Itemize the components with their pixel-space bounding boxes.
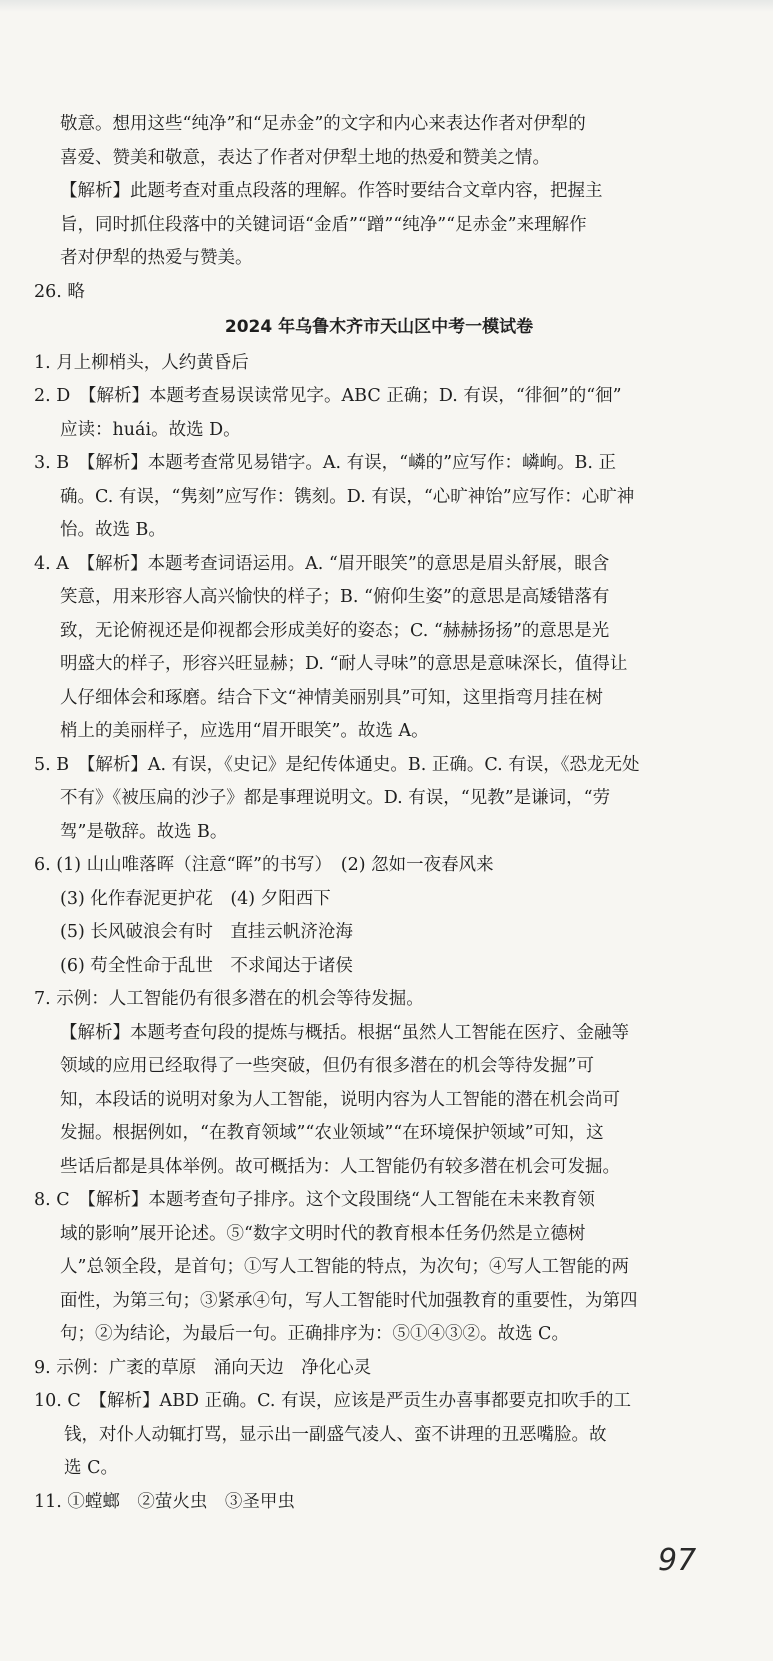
text-line: 8. C 【解析】本题考查句子排序。这个文段围绕“人工智能在未来教育领	[34, 1190, 595, 1210]
text-line: 明盛大的样子，形容兴旺显赫；D. “耐人寻味”的意思是意味深长，值得让	[60, 654, 628, 674]
text-line: 10. C 【解析】ABD 正确。C. 有误，应该是严贡生办喜事都要克扣吹手的工	[34, 1391, 632, 1411]
text-line: 致，无论俯视还是仰视都会形成美好的姿态；C. “赫赫扬扬”的意思是光	[60, 620, 610, 641]
text-line: 11. ①螳螂 ②萤火虫 ③圣甲虫	[34, 1491, 295, 1512]
text-line: 喜爱、赞美和敬意，表达了作者对伊犁土地的热爱和赞美之情。	[60, 147, 550, 168]
text-line: 5. B 【解析】A. 有误，《史记》是纪传体通史。B. 正确。C. 有误，《恐龙无处	[34, 754, 640, 775]
text-line: 确。C. 有误，“隽刻”应写作：镌刻。D. 有误，“心旷神饴”应写作：心旷神	[60, 486, 635, 507]
text-line: (5) 长风破浪会有时 直挂云帆济沧海	[60, 922, 353, 942]
text-line: 人仔细体会和琢磨。结合下文“神情美丽别具”可知，这里指弯月挂在树	[60, 687, 603, 708]
text-line: 4. A 【解析】本题考查词语运用。A. “眉开眼笑”的意思是眉头舒展，眼含	[34, 553, 610, 574]
text-line: 驾”是敬辞。故选 B。	[60, 821, 228, 842]
text-line: 句；②为结论，为最后一句。正确排序为：⑤①④③②。故选 C。	[60, 1324, 569, 1344]
text-line: 旨，同时抓住段落中的关键词语“金盾”“蹭”“纯净”“足赤金”来理解作	[60, 214, 587, 235]
text-line: 怡。故选 B。	[60, 520, 166, 540]
text-line: 6. (1) 山山唯落晖（注意“晖”的书写） (2) 忽如一夜春风来	[34, 855, 494, 875]
text-line: 【解析】此题考查对重点段落的理解。作答时要结合文章内容，把握主	[60, 181, 603, 201]
text-line: 钱，对仆人动辄打骂，显示出一副盛气凌人、蛮不讲理的丑恶嘴脸。故	[64, 1424, 607, 1445]
text-line: 2. D 【解析】本题考查易误读常见字。ABC 正确；D. 有误，“徘徊”的“徊”	[34, 386, 622, 406]
text-line: 知，本段话的说明对象为人工智能，说明内容为人工智能的潜在机会尚可	[60, 1089, 620, 1110]
text-line: 些话后都是具体举例。故可概括为：人工智能仍有较多潜在机会可发掘。	[60, 1156, 620, 1177]
text-line: 【解析】本题考查句段的提炼与概括。根据“虽然人工智能在医疗、金融等	[60, 1022, 629, 1043]
scan-edge	[0, 0, 773, 12]
text-line: 人”总领全段，是首句；①写人工智能的特点，为次句；④写人工智能的两	[60, 1257, 629, 1277]
page-number: 97	[658, 1543, 697, 1578]
text-line: 9. 示例：广袤的草原 涌向天边 净化心灵	[34, 1357, 372, 1378]
text-line: 者对伊犁的热爱与赞美。	[60, 248, 253, 268]
text-line: 领域的应用已经取得了一些突破，但仍有很多潜在的机会等待发掘”可	[60, 1056, 594, 1076]
text-line: 选 C。	[64, 1458, 118, 1478]
text-line: 7. 示例：人工智能仍有很多潜在的机会等待发掘。	[34, 989, 424, 1009]
text-line: 梢上的美丽样子，应选用“眉开眼笑”。故选 A。	[60, 721, 429, 741]
text-line: 敬意。想用这些“纯净”和“足赤金”的文字和内心来表达作者对伊犁的	[60, 114, 586, 134]
text-line: 3. B 【解析】本题考查常见易错字。A. 有误，“嶙的”应写作：嶙峋。B. 正	[34, 453, 617, 473]
section-title: 2024 年乌鲁木齐市天山区中考一模试卷	[224, 317, 534, 337]
text-line: 不有》《被压扁的沙子》都是事理说明文。D. 有误，“见教”是谦词，“劳	[60, 788, 611, 808]
text-line: 发掘。根据例如，“在教育领域”“农业领域”“在环境保护领域”可知，这	[60, 1123, 604, 1143]
text-line: 笑意，用来形容人高兴愉快的样子；B. “俯仰生姿”的意思是高矮错落有	[60, 587, 610, 607]
text-line: 面性，为第三句；③紧承④句，写人工智能时代加强教育的重要性，为第四	[60, 1290, 638, 1311]
document-page	[34, 108, 724, 1519]
text-line: 26. 略	[34, 281, 85, 302]
text-line: 应读：huái。故选 D。	[60, 419, 241, 440]
text-line: (6) 苟全性命于乱世 不求闻达于诸侯	[60, 955, 353, 976]
text-line: 1. 月上柳梢头，人约黄昏后	[34, 352, 249, 373]
text-line: 域的影响”展开论述。⑤“数字文明时代的教育根本任务仍然是立德树	[60, 1223, 586, 1244]
text-line: (3) 化作春泥更护花 (4) 夕阳西下	[60, 888, 331, 909]
